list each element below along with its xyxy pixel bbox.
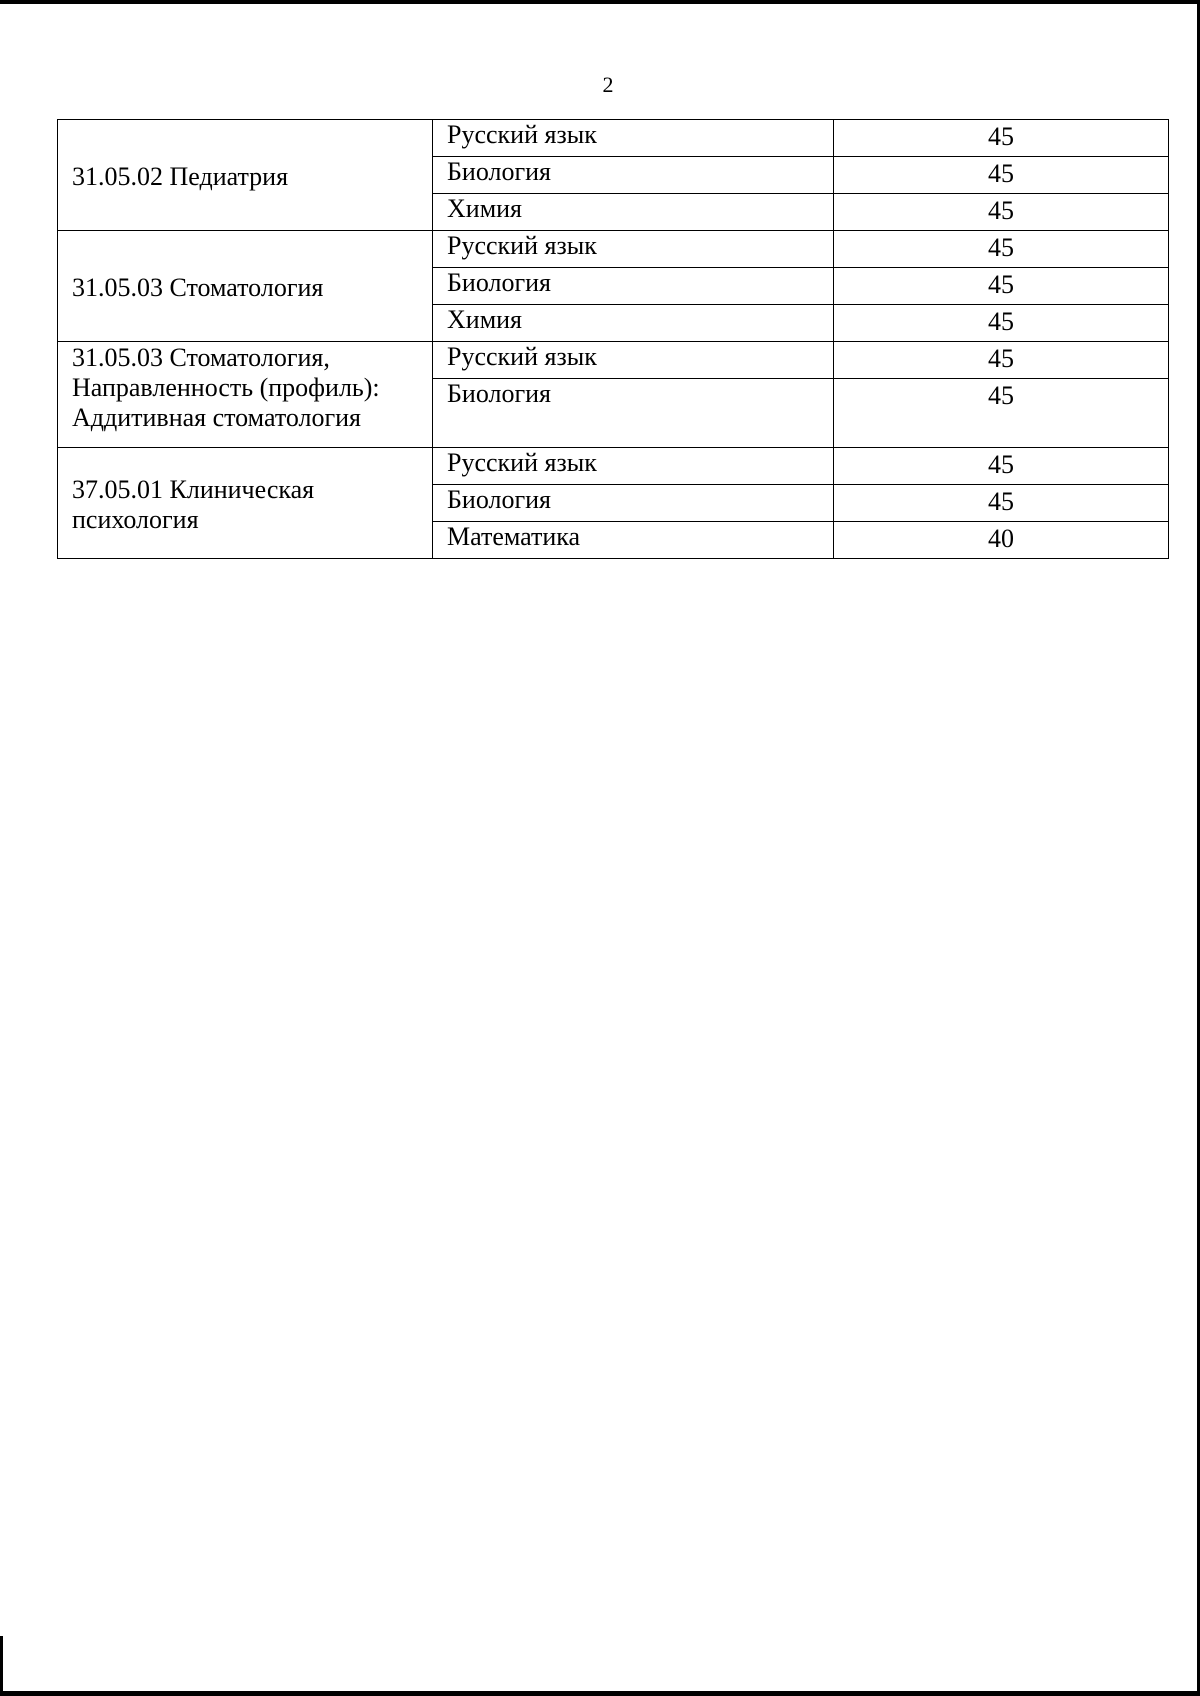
entrance-scores-table <box>57 119 1169 559</box>
subject-cell: Биология <box>433 157 834 194</box>
program-line: 31.05.03 Стоматология, <box>72 343 330 372</box>
scan-border-top <box>0 0 1200 4</box>
score-cell: 45 <box>834 231 1169 268</box>
table-row <box>58 448 1169 485</box>
subject-cell: Русский язык <box>433 120 834 157</box>
scan-border-left <box>0 1636 3 1696</box>
scan-border-bottom <box>0 1691 1200 1696</box>
subject-cell: Химия <box>433 194 834 231</box>
score-cell: 45 <box>834 342 1169 379</box>
program-line: 37.05.01 Клиническая <box>72 474 315 504</box>
page-number: 2 <box>602 72 614 97</box>
table-row <box>58 231 1169 268</box>
score-cell: 45 <box>834 485 1169 522</box>
subject-cell: Биология <box>433 485 834 522</box>
subject-cell: Биология <box>433 268 834 305</box>
score-cell: 45 <box>834 448 1169 485</box>
program-line: Направленность (профиль): <box>72 372 380 402</box>
score-cell: 45 <box>834 379 1169 448</box>
program-line: психология <box>72 504 199 534</box>
score-cell: 40 <box>834 522 1169 559</box>
score-cell: 45 <box>834 305 1169 342</box>
program-line: Аддитивная стоматология <box>72 402 362 432</box>
score-cell: 45 <box>834 120 1169 157</box>
table-row <box>58 342 1169 379</box>
score-cell: 45 <box>834 194 1169 231</box>
score-cell: 45 <box>834 157 1169 194</box>
score-cell: 45 <box>834 268 1169 305</box>
table-row <box>58 120 1169 157</box>
subject-cell: Русский язык <box>433 448 834 485</box>
program-cell <box>58 342 433 448</box>
subject-cell: Химия <box>433 305 834 342</box>
subject-cell: Русский язык <box>433 231 834 268</box>
program-cell: 31.05.02 Педиатрия <box>58 120 433 231</box>
program-cell: 31.05.03 Стоматология <box>58 231 433 342</box>
program-cell <box>58 448 433 559</box>
subject-cell: Биология <box>433 379 834 448</box>
subject-cell: Математика <box>433 522 834 559</box>
subject-cell: Русский язык <box>433 342 834 379</box>
